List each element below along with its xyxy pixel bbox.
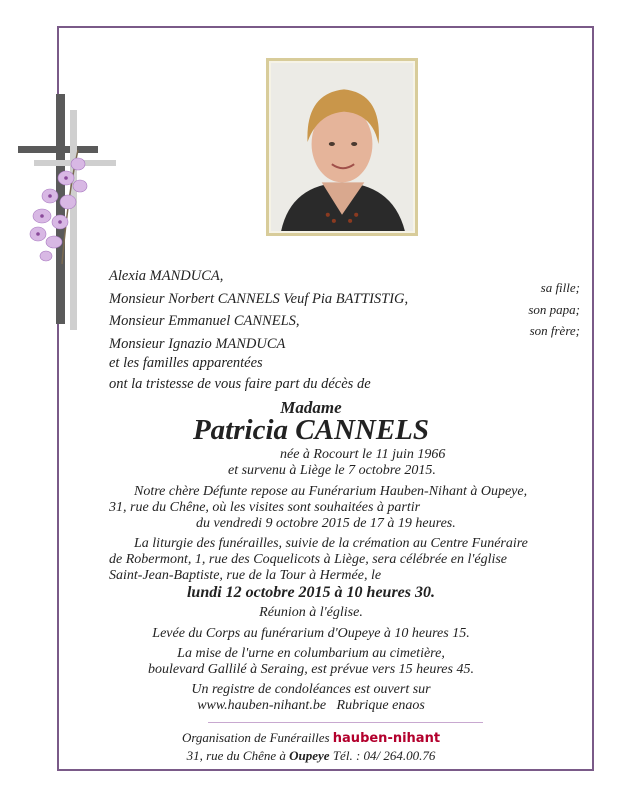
family-member-3: Monsieur Emmanuel CANNELS, bbox=[109, 313, 300, 329]
ceremony-date: lundi 12 octobre 2015 à 10 heures 30. bbox=[186, 584, 435, 601]
address-prefix: 31, rue du Chêne à bbox=[186, 748, 286, 763]
relation-1: sa fille; bbox=[540, 280, 580, 295]
portrait-photo bbox=[266, 58, 418, 236]
urn-line-2: boulevard Gallilé à Seraing, est prévue vers 15 heures 45. bbox=[148, 662, 474, 677]
announcement-line: ont la tristesse de vous faire part du décès de bbox=[109, 376, 371, 392]
footer-address bbox=[0, 748, 622, 764]
rest-line-3: du vendredi 9 octobre 2015 de 17 à 19 heures. bbox=[196, 516, 456, 531]
relation-3: son frère; bbox=[529, 323, 580, 338]
phone-number: Tél. : 04/ 264.00.76 bbox=[332, 748, 436, 763]
cross-with-orchids-icon bbox=[18, 94, 118, 334]
family-member-2: Monsieur Norbert CANNELS Veuf Pia BATTISTIG, bbox=[109, 291, 409, 307]
family-member-4: Monsieur Ignazio MANDUCA bbox=[109, 336, 286, 352]
register-line-2 bbox=[0, 698, 622, 714]
register-rubric: Rubrique enaos bbox=[336, 698, 425, 713]
register-line-1: Un registre de condoléances est ouvert sur bbox=[191, 682, 431, 697]
org-prefix: Organisation de Funérailles bbox=[181, 730, 330, 745]
address-town: Oupeye bbox=[289, 748, 330, 763]
brand-logo: hauben-nihant bbox=[332, 731, 441, 746]
website-link[interactable]: www.hauben-nihant.be bbox=[197, 698, 327, 713]
footer-organisation bbox=[0, 730, 622, 746]
liturgy-line-1: La liturgie des funérailles, suivie de la crémation au Centre Funéraire bbox=[134, 536, 528, 551]
family-member-5: et les familles apparentées bbox=[109, 355, 263, 371]
urn-line-1: La mise de l'urne en columbarium au cimetière, bbox=[177, 646, 445, 661]
family-member-1: Alexia MANDUCA, bbox=[109, 268, 224, 284]
liturgy-line-2: de Robermont, 1, rue des Coquelicots à Liège, sera célébrée en l'église bbox=[109, 552, 508, 567]
honorific: Madame bbox=[280, 398, 342, 417]
meeting-line: Réunion à l'église. bbox=[259, 605, 363, 620]
deceased-name: Patricia CANNELS bbox=[192, 414, 430, 446]
lift-line: Levée du Corps au funérarium d'Oupeye à 10 heures 15. bbox=[152, 626, 470, 641]
rest-line-1: Notre chère Défunte repose au Funérarium Hauben-Nihant à Oupeye, bbox=[134, 484, 528, 499]
rest-line-2: 31, rue du Chêne, où les visites sont souhaitées à partir bbox=[109, 500, 421, 515]
death-line: et survenu à Liège le 7 octobre 2015. bbox=[228, 463, 436, 478]
relation-2: son papa; bbox=[528, 302, 580, 317]
liturgy-line-3: Saint-Jean-Baptiste, rue de la Tour à Hermée, le bbox=[109, 568, 382, 583]
birth-line: née à Rocourt le 11 juin 1966 bbox=[280, 447, 446, 462]
footer-divider bbox=[208, 722, 483, 723]
